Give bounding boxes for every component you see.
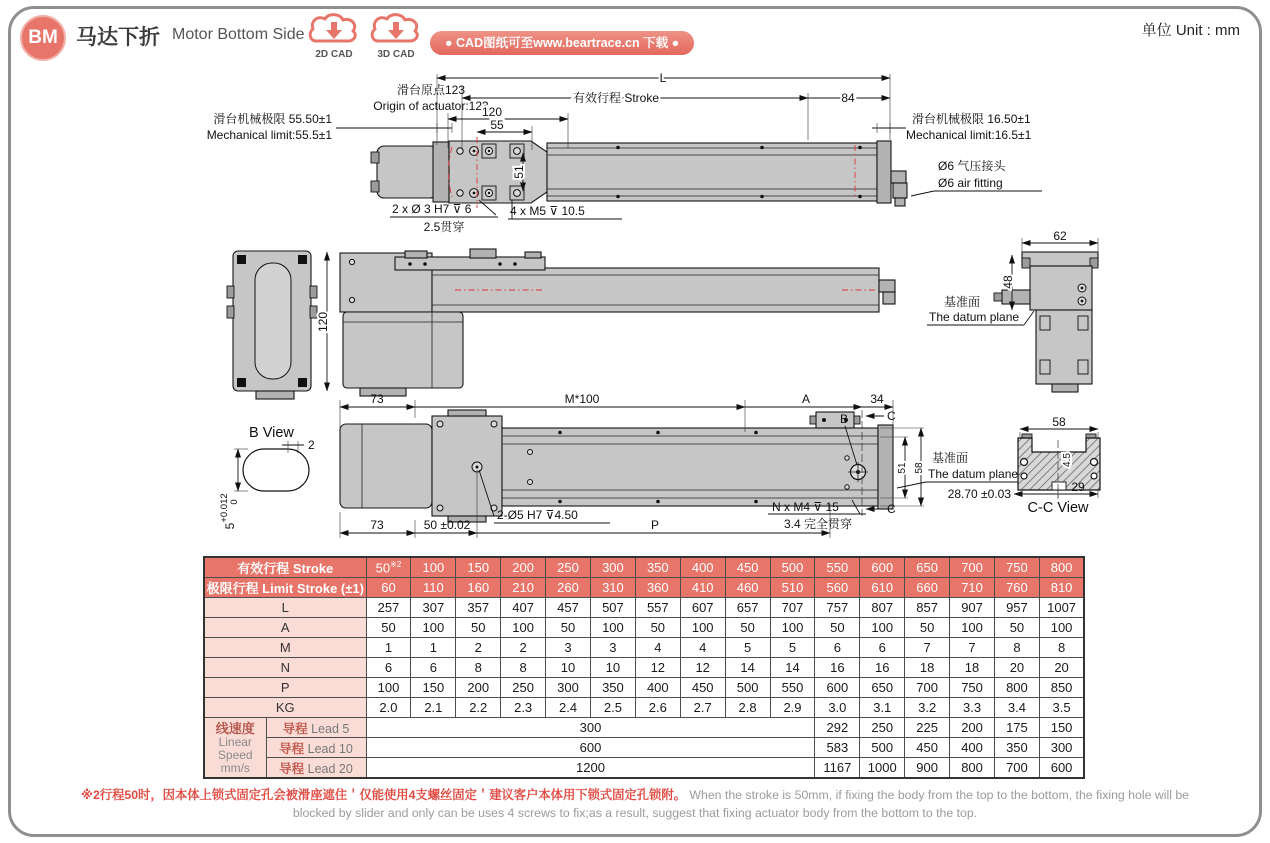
spec-value: 3.1: [860, 698, 905, 718]
spec-value: 1: [366, 638, 411, 658]
lead-label: [266, 758, 366, 779]
spec-value: 50: [635, 618, 680, 638]
spec-value: 14: [770, 658, 815, 678]
spec-value: 2.9: [770, 698, 815, 718]
spec-value: 507: [590, 598, 635, 618]
spec-value: 700: [905, 678, 950, 698]
row-A: [204, 618, 1084, 638]
spec-value: 1: [411, 638, 456, 658]
speed-value: 1167: [815, 758, 860, 779]
stroke-value: 650: [905, 557, 950, 578]
spec-value: 12: [635, 658, 680, 678]
c-c-view-title: C-C View: [1027, 500, 1089, 516]
spec-value: 600: [815, 678, 860, 698]
spec-value: 10: [590, 658, 635, 678]
spec-value: 550: [770, 678, 815, 698]
dim-55: 55: [490, 118, 504, 132]
dim-73-top: 73: [370, 392, 384, 406]
spec-value: 100: [590, 618, 635, 638]
spec-value: 12: [680, 658, 725, 678]
speed-group-en: mm/s: [220, 760, 250, 775]
spec-value: 400: [635, 678, 680, 698]
speed-value: 292: [815, 718, 860, 738]
limit-stroke-value: 610: [860, 578, 905, 598]
speed-value: 600: [1039, 758, 1084, 779]
spec-value: 100: [366, 678, 411, 698]
dim-A: A: [801, 392, 811, 406]
spec-value: 657: [725, 598, 770, 618]
spec-value: 50: [905, 618, 950, 638]
spec-value: 100: [860, 618, 905, 638]
row-label: KG: [204, 698, 366, 718]
datum-plane-cn: 基准面: [944, 295, 981, 309]
cloud-download-icon: [306, 11, 362, 47]
speed-value: 450: [905, 738, 950, 758]
spec-value: 800: [994, 678, 1039, 698]
spec-value: 100: [411, 618, 456, 638]
spec-value: 5: [770, 638, 815, 658]
spec-value: 18: [950, 658, 995, 678]
spec-value: 5: [725, 638, 770, 658]
dim-L: L: [659, 71, 667, 85]
spec-value: 957: [994, 598, 1039, 618]
spec-value: 2.2: [456, 698, 501, 718]
spec-value: 100: [950, 618, 995, 638]
datum-plane-bottom-en: The datum plane: [928, 467, 1019, 481]
speed-group-en: Speed: [217, 747, 253, 762]
stroke-value: 400: [680, 557, 725, 578]
limit-stroke-value: 560: [815, 578, 860, 598]
spec-value: 557: [635, 598, 680, 618]
cad-button-label: 2D CAD: [315, 49, 353, 60]
datum-plane-bottom-cn: 基准面: [932, 451, 969, 465]
spec-value: 2.8: [725, 698, 770, 718]
merged-speed-value: 600: [366, 738, 815, 758]
dim-73-bottom: 73: [370, 518, 384, 532]
spec-value: 707: [770, 598, 815, 618]
stroke-value: 600: [860, 557, 905, 578]
spec-value: 4: [635, 638, 680, 658]
spec-value: 20: [1039, 658, 1084, 678]
limit-stroke-value: 510: [770, 578, 815, 598]
speed-group-cn: 线速度: [215, 720, 255, 736]
b-view-title: B View: [249, 425, 294, 441]
stroke-value: 350: [635, 557, 680, 578]
footnote-en: When the stroke is 50mm, if fixing the body from the top to the bottom, the fixing hole will be blocked by slider and only can be uses 4 screws to fix;as a result, suggest that fixing actuator body from the bottom to the top.: [292, 788, 1190, 821]
spec-value: 2.3: [501, 698, 546, 718]
spec-value: 14: [725, 658, 770, 678]
spec-value: 50: [994, 618, 1039, 638]
speed-group-label: [204, 718, 266, 779]
page-title-en: Motor Bottom Side: [172, 26, 305, 43]
limit-row: [204, 578, 1084, 598]
technical-drawing: [0, 60, 1270, 554]
dim-84: 84: [841, 91, 855, 105]
speed-value: 700: [994, 758, 1039, 779]
dim-4-5: 4.5: [1062, 453, 1073, 467]
limit-stroke-value: 660: [905, 578, 950, 598]
row-label: P: [204, 678, 366, 698]
origin-label-cn: 滑台原点123: [396, 83, 466, 97]
stroke-value: 550: [815, 557, 860, 578]
speed-value: 583: [815, 738, 860, 758]
spec-value: 300: [546, 678, 591, 698]
limit-stroke-value: 110: [411, 578, 456, 598]
spec-value: 10: [546, 658, 591, 678]
spec-value: 50: [546, 618, 591, 638]
dim-29: 29: [1071, 480, 1085, 494]
spec-value: 100: [501, 618, 546, 638]
page-title-cn: 马达下折: [76, 26, 160, 49]
row-N: [204, 658, 1084, 678]
spec-value: 18: [905, 658, 950, 678]
section-marker-C-top: C: [887, 409, 896, 423]
speed-row-Lead-10: [204, 738, 1084, 758]
spec-value: 50: [725, 618, 770, 638]
stroke-value: 750: [994, 557, 1039, 578]
tolerance-lower: 0: [229, 499, 240, 505]
spec-value: 500: [725, 678, 770, 698]
spec-value: 200: [456, 678, 501, 698]
stroke-row: [204, 557, 1084, 578]
mech-limit-left-en: Mechanical limit:55.5±1: [206, 128, 332, 142]
spec-value: 650: [860, 678, 905, 698]
spec-value: 2.4: [546, 698, 591, 718]
mech-limit-left-cn: 滑台机械极限 55.50±1: [213, 112, 332, 126]
stroke-value: 250: [546, 557, 591, 578]
row-L: [204, 598, 1084, 618]
bottom-view: [340, 392, 1022, 538]
speed-value: 150: [1039, 718, 1084, 738]
row-label: L: [204, 598, 366, 618]
spec-value: 6: [366, 658, 411, 678]
speed-row-Lead-20: [204, 758, 1084, 779]
spec-value: 20: [994, 658, 1039, 678]
row-label: A: [204, 618, 366, 638]
speed-value: 800: [950, 758, 995, 779]
merged-speed-value: 300: [366, 718, 815, 738]
limit-stroke-value: 410: [680, 578, 725, 598]
speed-value: 175: [994, 718, 1039, 738]
limit-stroke-value: 460: [725, 578, 770, 598]
limit-stroke-value: 160: [456, 578, 501, 598]
spec-value: 4: [680, 638, 725, 658]
spec-value: 307: [411, 598, 456, 618]
c-c-view-detail: [948, 415, 1100, 516]
spec-value: 50: [456, 618, 501, 638]
dim-28-70: 28.70 ±0.03: [947, 487, 1011, 501]
spec-value: 100: [770, 618, 815, 638]
spec-value: 150: [411, 678, 456, 698]
lead-label-cn: 导程: [279, 741, 305, 756]
dim-stroke: 有效行程 Stroke: [572, 91, 660, 105]
row-label: M: [204, 638, 366, 658]
footnote: [60, 786, 1210, 823]
limit-stroke-value: 210: [501, 578, 546, 598]
dim-P: P: [650, 518, 660, 532]
speed-value: 500: [860, 738, 905, 758]
download-3d-cad-button[interactable]: [368, 11, 424, 60]
lead-label: [266, 738, 366, 758]
speed-value: 225: [905, 718, 950, 738]
dim-58-bottom: 58: [914, 462, 925, 474]
speed-value: 350: [994, 738, 1039, 758]
spec-value: 2.5: [590, 698, 635, 718]
tolerance-upper: +0.012: [219, 493, 230, 523]
speed-value: 200: [950, 718, 995, 738]
stroke-value: 200: [501, 557, 546, 578]
spec-value: 8: [1039, 638, 1084, 658]
spec-value: 857: [905, 598, 950, 618]
spec-value: 50: [366, 618, 411, 638]
dim-48: 48: [1001, 275, 1015, 289]
merged-speed-value: 1200: [366, 758, 815, 779]
b-view-detail: [219, 425, 315, 529]
hole-callout-bottom: 2-Ø5 H7 ⊽4.50: [497, 508, 578, 522]
dim-120-side: 120: [316, 311, 330, 333]
spec-value: 2: [456, 638, 501, 658]
speed-value: 250: [860, 718, 905, 738]
spec-value: 450: [680, 678, 725, 698]
cad-download-banner[interactable]: ● CAD图纸可至www.beartrace.cn 下载 ●: [430, 31, 694, 55]
download-2d-cad-button[interactable]: [306, 11, 362, 60]
spec-value: 16: [860, 658, 905, 678]
spec-value: 16: [815, 658, 860, 678]
spec-value: 8: [456, 658, 501, 678]
spec-value: 357: [456, 598, 501, 618]
dim-51: 51: [512, 165, 526, 179]
spec-value: 7: [905, 638, 950, 658]
side-elevation-view: [227, 229, 1098, 399]
spec-value: 2: [501, 638, 546, 658]
dim-51-bottom: 51: [897, 462, 908, 474]
limit-stroke-value: 760: [994, 578, 1039, 598]
row-M: [204, 638, 1084, 658]
spec-value: 757: [815, 598, 860, 618]
row-P: [204, 678, 1084, 698]
spec-value: 3: [546, 638, 591, 658]
stroke-value: 800: [1039, 557, 1084, 578]
speed-value: 1000: [860, 758, 905, 779]
hole-callout-1b: 2.5贯穿: [423, 220, 465, 234]
limit_row-label: 极限行程 Limit Stroke (±1): [204, 578, 366, 598]
limit-stroke-value: 310: [590, 578, 635, 598]
stroke-value: 100: [411, 557, 456, 578]
limit-stroke-value: 60: [366, 578, 411, 598]
stroke-value: 50$^{※2}$: [366, 557, 411, 578]
speed-row-Lead-5: [204, 718, 1084, 738]
dim-m100: M*100: [564, 392, 600, 406]
spec-value: 3.2: [905, 698, 950, 718]
dim-34: 34: [870, 392, 884, 406]
spec-value: 1007: [1039, 598, 1084, 618]
limit-stroke-value: 260: [546, 578, 591, 598]
stroke-value: 150: [456, 557, 501, 578]
dim-50: 50 ±0.02: [423, 518, 471, 532]
row-KG: [204, 698, 1084, 718]
lead-label-cn: 导程: [279, 761, 305, 776]
spec-value: 2.0: [366, 698, 411, 718]
spec-value: 8: [501, 658, 546, 678]
spec-value: 6: [411, 658, 456, 678]
lead-label: [266, 718, 366, 738]
limit-stroke-value: 360: [635, 578, 680, 598]
air-fitting-label-en: Ø6 air fitting: [938, 176, 1003, 190]
origin-label-en: Origin of actuator:123: [373, 99, 489, 113]
mech-limit-right-cn: 滑台机械极限 16.50±1: [912, 112, 1031, 126]
dim-120: 120: [481, 105, 503, 119]
spec-value: 807: [860, 598, 905, 618]
spec-value: 3.0: [815, 698, 860, 718]
spec-value: 257: [366, 598, 411, 618]
stroke-value: 300: [590, 557, 635, 578]
section-marker-C-bottom: C: [887, 502, 896, 516]
row-label: N: [204, 658, 366, 678]
datum-plane-en: The datum plane: [929, 310, 1020, 324]
spec-value: 6: [815, 638, 860, 658]
speed-value: 400: [950, 738, 995, 758]
lead-label-cn: 导程: [282, 721, 308, 736]
spec-value: 100: [680, 618, 725, 638]
stroke_row-label: 有效行程 Stroke: [204, 557, 366, 578]
cad-button-label: 3D CAD: [377, 49, 415, 60]
stroke-value: 450: [725, 557, 770, 578]
top-plan-view: [207, 71, 1042, 234]
spec-value: 2.1: [411, 698, 456, 718]
lead-label-en: Lead 10: [304, 741, 353, 756]
spec-value: 100: [1039, 618, 1084, 638]
spec-value: 607: [680, 598, 725, 618]
tap-callout: N x M4 ⊽ 15: [772, 500, 839, 514]
footnote-marker: ※2: [390, 559, 402, 569]
spec-value: 3.4: [994, 698, 1039, 718]
hole-callout-1: 2 x Ø 3 H7 ⊽ 6: [392, 202, 472, 216]
spec-value: 2.6: [635, 698, 680, 718]
spec-value: 3: [590, 638, 635, 658]
footnote-cn: ※2行程50时，因本体上锁式固定孔会被滑座遮住＇仅能使用4支螺丝固定＇建议客户本体用下锁式固定孔锁附。: [80, 788, 686, 802]
lead-label-en: Lead 20: [304, 761, 353, 776]
spec-value: 3.5: [1039, 698, 1084, 718]
tap-callout-2: 3.4 完全贯穿: [783, 517, 853, 531]
spec-value: 407: [501, 598, 546, 618]
unit-label: 单位 Unit : mm: [1141, 22, 1240, 39]
limit-stroke-value: 810: [1039, 578, 1084, 598]
cloud-download-icon: [368, 11, 424, 47]
spec-value: 7: [950, 638, 995, 658]
spec-value: 907: [950, 598, 995, 618]
dim-62: 62: [1053, 229, 1067, 243]
stroke-value: 700: [950, 557, 995, 578]
spec-value: 250: [501, 678, 546, 698]
hole-callout-2: 4 x M5 ⊽ 10.5: [510, 204, 585, 218]
spec-value: 50: [815, 618, 860, 638]
spec-value: 8: [994, 638, 1039, 658]
dim-58-cc: 58: [1052, 415, 1066, 429]
spec-value: 457: [546, 598, 591, 618]
spec-value: 350: [590, 678, 635, 698]
series-badge: BM: [20, 15, 66, 61]
dim-2: 2: [308, 438, 315, 452]
spec-value: 6: [860, 638, 905, 658]
spec-value: 750: [950, 678, 995, 698]
dim-5: 5: [223, 522, 237, 530]
spec-value: 2.7: [680, 698, 725, 718]
mech-limit-right-en: Mechanical limit:16.5±1: [906, 128, 1032, 142]
spec-table: [203, 556, 1085, 779]
speed-group-en: Linear: [218, 734, 252, 749]
lead-label-en: Lead 5: [307, 721, 350, 736]
limit-stroke-value: 710: [950, 578, 995, 598]
spec-value: 3.3: [950, 698, 995, 718]
stroke-value: 500: [770, 557, 815, 578]
air-fitting-label-cn: Ø6 气压接头: [938, 159, 1006, 173]
speed-value: 300: [1039, 738, 1084, 758]
speed-value: 900: [905, 758, 950, 779]
spec-value: 850: [1039, 678, 1084, 698]
section-marker-B: B: [840, 412, 849, 426]
